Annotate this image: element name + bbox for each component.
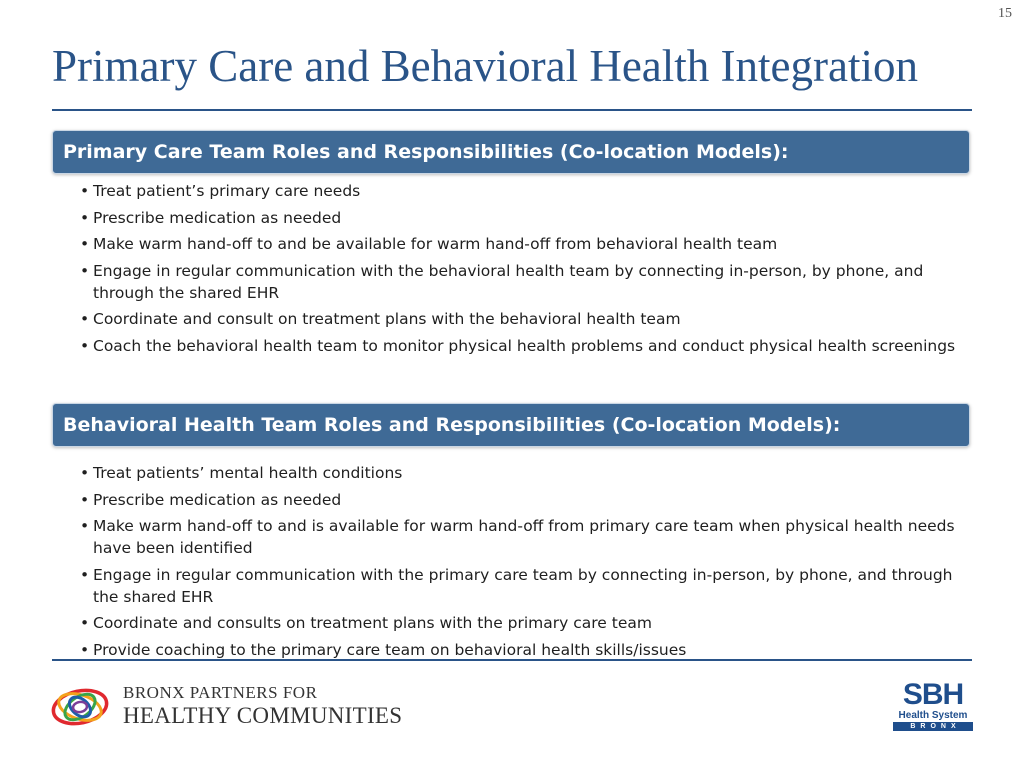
- bullet-item: • Engage in regular communication with the primary care team by connecting in-person, by phone, and through the shared EHR: [80, 564, 965, 608]
- bullet-item: • Treat patients’ mental health conditions: [80, 462, 965, 484]
- bronx-partners-logo: [50, 683, 430, 733]
- page-number: 15: [998, 6, 1012, 21]
- bphc-logo-line2: HEALTHY COMMUNITIES: [123, 703, 403, 728]
- bullet-item: • Treat patient’s primary care needs: [80, 180, 965, 202]
- sbh-health-system-logo: [893, 680, 973, 730]
- behavioral-health-bullet-list: [80, 462, 965, 665]
- primary-care-section-header: Primary Care Team Roles and Responsibilities (Co-location Models):: [52, 130, 970, 174]
- bphc-logo-line1: BRONX PARTNERS FOR: [123, 683, 318, 702]
- bullet-item: • Coach the behavioral health team to monitor physical health problems and conduct physical health screenings: [80, 335, 965, 357]
- footer-divider: [52, 659, 972, 661]
- sbh-logo-sub: Health System: [898, 710, 968, 721]
- bullet-item: • Make warm hand-off to and be available for warm hand-off from behavioral health team: [80, 233, 965, 255]
- bullet-item: • Provide coaching to the primary care team on behavioral health skills/issues: [80, 639, 965, 661]
- behavioral-health-section-header: Behavioral Health Team Roles and Responsibilities (Co-location Models):: [52, 403, 970, 447]
- sbh-logo-bronx: BRONX: [893, 722, 973, 731]
- title-divider: [52, 109, 972, 111]
- bullet-item: • Coordinate and consults on treatment plans with the primary care team: [80, 612, 965, 634]
- bphc-swirl-icon: [50, 685, 110, 729]
- bullet-item: • Make warm hand-off to and is available for warm hand-off from primary care team when physical health needs have been identified: [80, 515, 965, 559]
- page-title: Primary Care and Behavioral Health Integration: [52, 41, 918, 91]
- bullet-item: • Prescribe medication as needed: [80, 489, 965, 511]
- bullet-item: • Prescribe medication as needed: [80, 207, 965, 229]
- bullet-item: • Coordinate and consult on treatment plans with the behavioral health team: [80, 308, 965, 330]
- primary-care-bullet-list: [80, 180, 965, 361]
- sbh-logo-main: SBH: [902, 678, 964, 711]
- bullet-item: • Engage in regular communication with the behavioral health team by connecting in-person, by phone, and through the shared EHR: [80, 260, 965, 304]
